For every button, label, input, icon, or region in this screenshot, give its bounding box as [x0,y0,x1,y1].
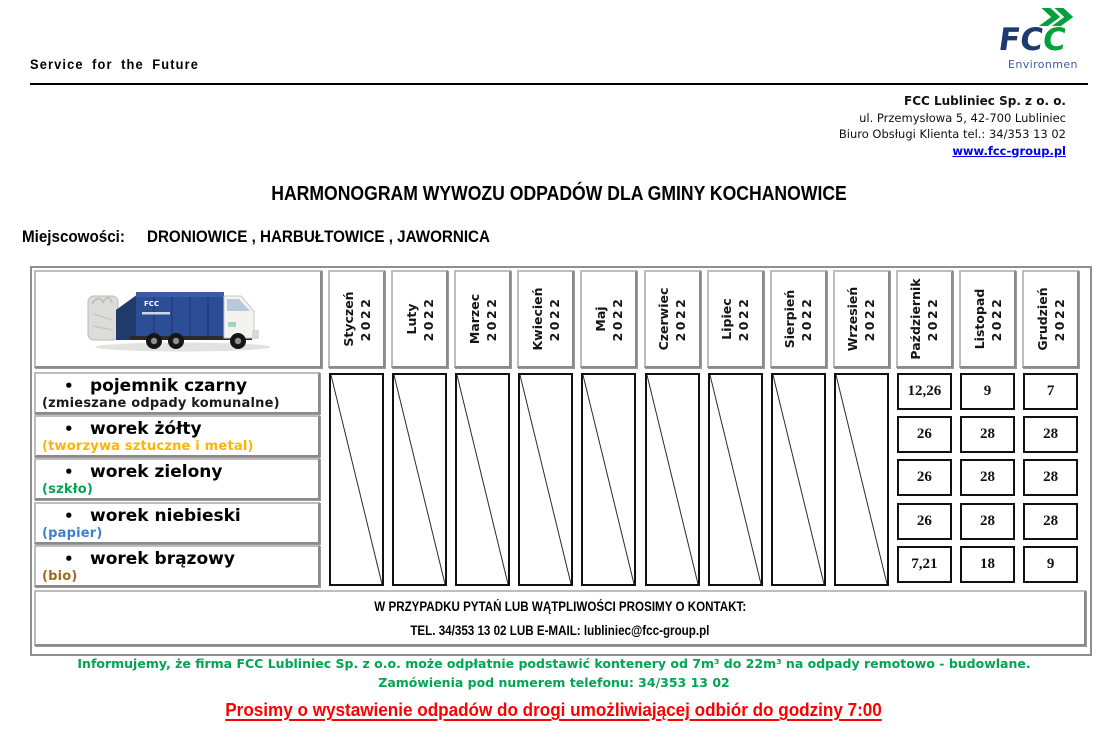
diagonal-line [331,375,382,584]
pickup-days-cell: 28 [960,503,1015,540]
month-header-cell [580,270,637,368]
company-name: FCC Lubliniec Sp. z o. o. [904,94,1066,108]
pickup-days-cell: 7 [1023,373,1078,410]
pickup-days-cell: 28 [1023,459,1078,496]
month-name: Sierpień [782,289,798,349]
bullet-icon: • [64,377,74,395]
waste-row-sublabel: (tworzywa sztuczne i metal) [42,439,254,455]
fcc-logo-graphic [996,4,1078,76]
waste-row-sublabel: (papier) [42,525,103,541]
svg-text:FCC: FCC [144,300,160,308]
month-header-cell [833,270,890,368]
waste-row-label-text: worek zielony [90,462,223,483]
pickup-days-cell: 26 [897,416,952,453]
pickup-days-cell: 28 [960,459,1015,496]
month-header-cell [1022,270,1079,368]
month-header-label [530,287,562,350]
waste-row-label [36,550,318,569]
month-year: 2022 [1051,296,1067,342]
waste-row-sublabel: (zmieszane odpady komunalne) [42,396,280,411]
month-name: Listopad [971,288,987,350]
month-year: 2022 [546,296,562,342]
pickup-days-cell: 12,26 [897,373,952,410]
month-header-cell [328,270,385,368]
localities-value: DRONIOWICE , HARBUŁTOWICE , JAWORNICA [147,228,490,246]
month-header-cell [454,270,511,368]
waste-row-sublabel: (szkło) [42,482,93,498]
month-header-cell [770,270,827,368]
company-street: ul. Przemysłowa 5, 42-700 Lubliniec [859,110,1066,125]
diagonal-line [583,375,634,584]
month-year: 2022 [420,296,436,342]
waste-row-label [36,420,318,439]
crossed-out-cell [518,373,573,586]
waste-row-label-text: worek żółty [90,419,202,440]
month-header-label [467,294,499,344]
contact-line-1: W PRZYPADKU PYTAŃ LUB WĄTPLIWOŚCI PROSIMY O KONTAKT: [374,598,746,614]
month-header-label [1035,287,1067,350]
brand-tagline: Service for the Future [30,57,200,72]
diagonal-line [394,375,445,584]
pickup-days-cell: 26 [897,503,952,540]
waste-row-label [36,507,318,526]
month-year: 2022 [357,296,373,342]
month-year: 2022 [925,296,941,342]
crossed-out-cell [834,373,889,586]
waste-row-label [36,377,318,396]
pickup-days-cell: 9 [960,373,1015,410]
pickup-days-cell: 28 [1023,503,1078,540]
month-year: 2022 [483,296,499,342]
crossed-out-cell [581,373,636,586]
waste-row-label-text: worek brązowy [90,548,235,569]
company-phone: Biuro Obsługi Klienta tel.: 34/353 13 02 [838,127,1066,141]
diagonal-line [647,375,698,584]
container-rental-info-line2: Zamówienia pod numerem telefonu: 34/353 13 02 [378,675,730,690]
month-header-label [845,287,877,352]
month-header-cell [517,270,574,368]
month-header-label [908,278,940,359]
month-header-label [719,297,751,342]
pickup-days-cell: 18 [960,546,1015,583]
month-header-cell [959,270,1016,368]
pickup-days-cell: 28 [960,416,1015,453]
crossed-out-cell [392,373,447,586]
waste-row-sublabel: (bio) [42,568,78,584]
waste-row-label-cell [34,502,320,544]
month-year: 2022 [673,296,688,342]
month-name: Grudzień [1034,287,1050,351]
month-header-label [782,290,814,349]
month-name: Wrzesień [845,286,861,352]
page-title: HARMONOGRAM WYWOZU ODPADÓW DLA GMINY KOCHANOWICE [271,183,847,205]
waste-row-label [36,463,318,482]
waste-row-label-cell [34,415,320,457]
diagonal-line [836,375,887,584]
month-year: 2022 [862,296,878,342]
contact-line-2: TEL. 34/353 13 02 LUB E-MAIL: lubliniec@fcc-group.pl [410,622,710,638]
localities-line [22,228,490,247]
crossed-out-cell [329,373,384,586]
month-header-label [341,291,373,346]
month-name: Lipiec [719,298,735,340]
month-year: 2022 [799,296,815,342]
pickup-days-cell: 26 [897,459,952,496]
waste-row-label-cell [34,372,320,414]
month-name: Kwiecień [529,287,545,351]
diagonal-line [520,375,571,584]
crossed-out-cell [771,373,826,586]
bullet-icon: • [64,506,74,525]
waste-row-label-text: worek niebieski [90,505,241,526]
waste-row-label-cell [34,458,320,500]
company-website-link[interactable]: www.fcc-group.pl [952,143,1066,158]
month-year: 2022 [609,296,625,342]
month-name: Czerwiec [656,287,671,351]
svg-text:FCC: FCC [996,22,1069,58]
header-rule [30,83,1088,85]
month-name: Październik [908,278,924,360]
waste-row-label-cell [34,545,320,587]
company-address-block [600,93,1066,159]
waste-row-label-text: pojemnik czarny [90,376,248,396]
pickup-days-cell: 9 [1023,546,1078,583]
month-header-cell [644,270,701,368]
month-name: Luty [403,303,419,335]
svg-text:Environment: Environment [1008,58,1078,71]
bullet-icon: • [64,549,74,568]
month-header-cell [707,270,764,368]
month-year: 2022 [736,296,752,342]
crossed-out-cell [645,373,700,586]
month-name: Styczeń [340,291,356,347]
container-rental-info [0,654,1108,692]
contact-footer-cell [34,590,1086,646]
month-name: Maj [592,306,608,332]
diagonal-line [457,375,508,584]
month-header-label [972,289,1004,350]
month-header-label [404,297,436,342]
month-name: Marzec [466,293,482,345]
bullet-icon: • [64,463,74,482]
container-rental-info-line1: Informujemy, że firma FCC Lubliniec Sp. z o.o. może odpłatnie podstawić kontenery od 7m³ do 22m³ na odpady remotowo - budowlane. [77,656,1031,671]
fcc-logo [996,4,1078,76]
diagonal-line [710,375,761,584]
bullet-icon: • [64,420,74,439]
pickup-days-cell: 7,21 [897,546,952,583]
month-year: 2022 [988,296,1004,342]
month-header-cell [896,270,953,368]
schedule-table [30,266,1092,656]
month-header-label [593,297,625,342]
garbage-truck-image [78,284,278,354]
crossed-out-cell [708,373,763,586]
pickup-time-notice: Prosimy o wystawienie odpadów do drogi umożliwiającej odbiór do godziny 7:00 [225,700,883,720]
month-header-label [656,288,688,351]
truck-header-cell [34,270,322,368]
crossed-out-cell [455,373,510,586]
pickup-days-cell: 28 [1023,416,1078,453]
diagonal-line [773,375,824,584]
month-header-cell [391,270,448,368]
localities-label: Miejscowości: [22,228,125,246]
